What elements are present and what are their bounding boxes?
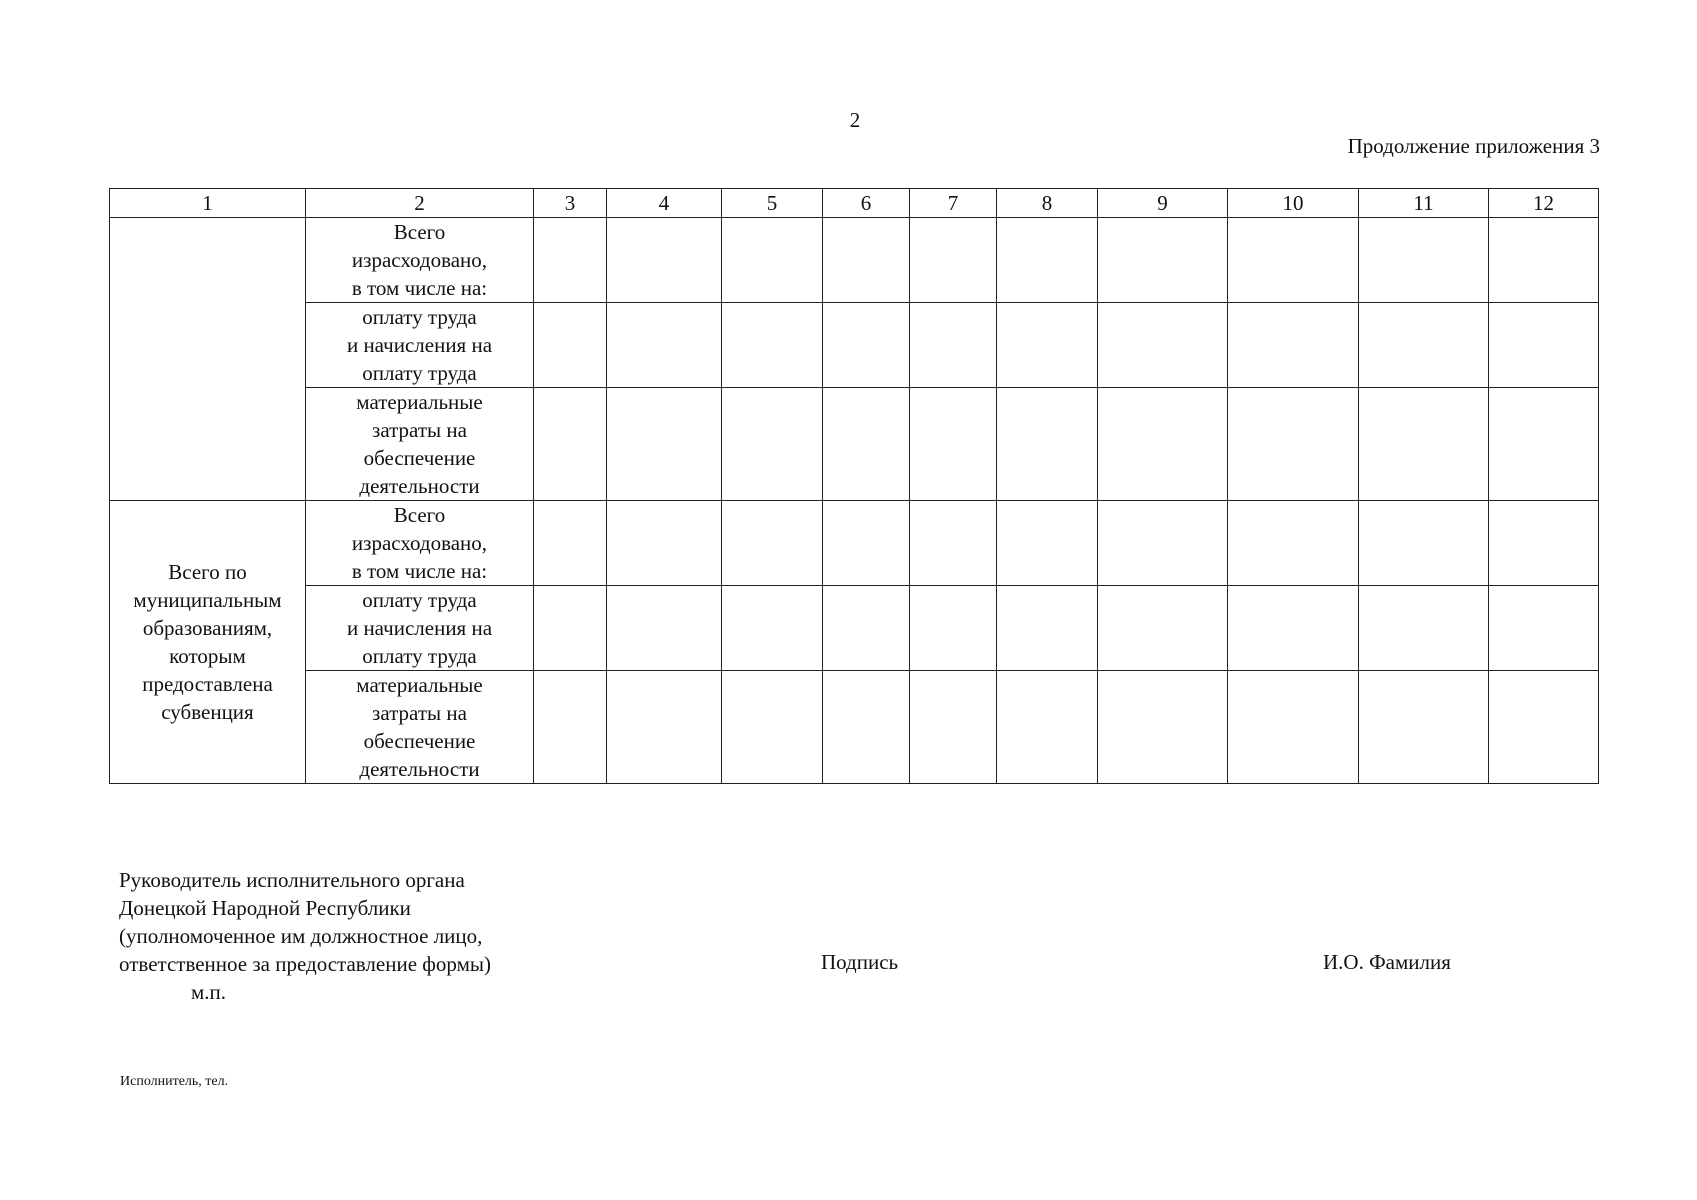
data-cell: [910, 671, 997, 784]
signatory-block: [119, 866, 491, 1006]
data-cell: [910, 218, 997, 303]
data-cell: [1359, 501, 1489, 586]
executor-contact: Исполнитель, тел.: [120, 1074, 229, 1089]
data-cell: [534, 671, 607, 784]
data-cell: [722, 586, 823, 671]
data-cell: [997, 388, 1098, 501]
data-cell: [910, 303, 997, 388]
data-cell: [1098, 586, 1228, 671]
data-cell: [1489, 388, 1599, 501]
name-label: И.О. Фамилия: [1323, 950, 1451, 974]
data-cell: [534, 303, 607, 388]
data-cell: [1098, 303, 1228, 388]
column-number: 7: [910, 189, 997, 218]
signatory-line: (уполномоченное им должностное лицо,: [119, 924, 483, 948]
data-cell: [607, 388, 722, 501]
data-cell: [1228, 303, 1359, 388]
signatory-line: ответственное за предоставление формы): [119, 952, 491, 976]
data-cell: [823, 218, 910, 303]
data-cell: [997, 586, 1098, 671]
data-cell: [997, 303, 1098, 388]
data-cell: [1489, 303, 1599, 388]
table-row: [110, 501, 1599, 586]
data-cell: [1098, 388, 1228, 501]
data-cell: [534, 501, 607, 586]
data-cell: [722, 303, 823, 388]
column-number: 3: [534, 189, 607, 218]
signatory-line: Руководитель исполнительного органа: [119, 868, 465, 892]
report-table: [109, 188, 1599, 784]
data-cell: [823, 671, 910, 784]
data-cell: [534, 218, 607, 303]
data-cell: [607, 586, 722, 671]
data-cell: [607, 671, 722, 784]
data-cell: [607, 218, 722, 303]
data-cell: [1098, 218, 1228, 303]
data-cell: [1359, 303, 1489, 388]
data-cell: [1359, 388, 1489, 501]
data-cell: [823, 501, 910, 586]
column-number: 11: [1359, 189, 1489, 218]
data-cell: [1098, 671, 1228, 784]
group-label-cell: [110, 218, 306, 501]
data-cell: [910, 388, 997, 501]
table-row: [110, 586, 1599, 671]
data-cell: [1489, 671, 1599, 784]
group-label-municipal-total: Всего по муниципальным образованиям, которым предоставлена субвенция: [110, 501, 306, 784]
row-label-total-spent: Всего израсходовано, в том числе на:: [306, 218, 534, 303]
column-number: 4: [607, 189, 722, 218]
data-cell: [1098, 501, 1228, 586]
table-row: [110, 218, 1599, 303]
data-cell: [722, 671, 823, 784]
data-cell: [910, 501, 997, 586]
row-label-material-costs: материальные затраты на обеспечение деятельности: [306, 671, 534, 784]
data-cell: [607, 501, 722, 586]
data-cell: [722, 388, 823, 501]
data-cell: [997, 671, 1098, 784]
column-number: 2: [306, 189, 534, 218]
column-number: 12: [1489, 189, 1599, 218]
data-cell: [534, 388, 607, 501]
data-cell: [1359, 671, 1489, 784]
table-row: [110, 671, 1599, 784]
signature-label: Подпись: [821, 950, 899, 974]
row-label-material-costs: материальные затраты на обеспечение деятельности: [306, 388, 534, 501]
column-number: 6: [823, 189, 910, 218]
appendix-continuation-note: Продолжение приложения 3: [1347, 134, 1600, 158]
column-number: 1: [110, 189, 306, 218]
stamp-placeholder: м.п.: [191, 980, 227, 1004]
signatory-line: Донецкой Народной Республики: [119, 896, 411, 920]
table-row: [110, 388, 1599, 501]
data-cell: [1228, 671, 1359, 784]
row-label-wages: оплату труда и начисления на оплату труда: [306, 586, 534, 671]
row-label-wages: оплату труда и начисления на оплату труда: [306, 303, 534, 388]
data-cell: [1228, 388, 1359, 501]
data-cell: [1489, 586, 1599, 671]
data-cell: [722, 501, 823, 586]
column-number: 5: [722, 189, 823, 218]
data-cell: [1228, 501, 1359, 586]
data-cell: [534, 586, 607, 671]
row-label-total-spent: Всего израсходовано, в том числе на:: [306, 501, 534, 586]
data-cell: [823, 586, 910, 671]
data-cell: [823, 303, 910, 388]
data-cell: [997, 501, 1098, 586]
data-cell: [823, 388, 910, 501]
data-cell: [1489, 501, 1599, 586]
data-cell: [1359, 218, 1489, 303]
data-cell: [1489, 218, 1599, 303]
data-cell: [1228, 218, 1359, 303]
data-cell: [607, 303, 722, 388]
column-number: 8: [997, 189, 1098, 218]
column-number-row: [110, 189, 1599, 218]
data-cell: [910, 586, 997, 671]
page-number: 2: [849, 108, 861, 132]
column-number: 10: [1228, 189, 1359, 218]
data-cell: [997, 218, 1098, 303]
column-number: 9: [1098, 189, 1228, 218]
table-row: [110, 303, 1599, 388]
data-cell: [1228, 586, 1359, 671]
data-cell: [722, 218, 823, 303]
data-cell: [1359, 586, 1489, 671]
